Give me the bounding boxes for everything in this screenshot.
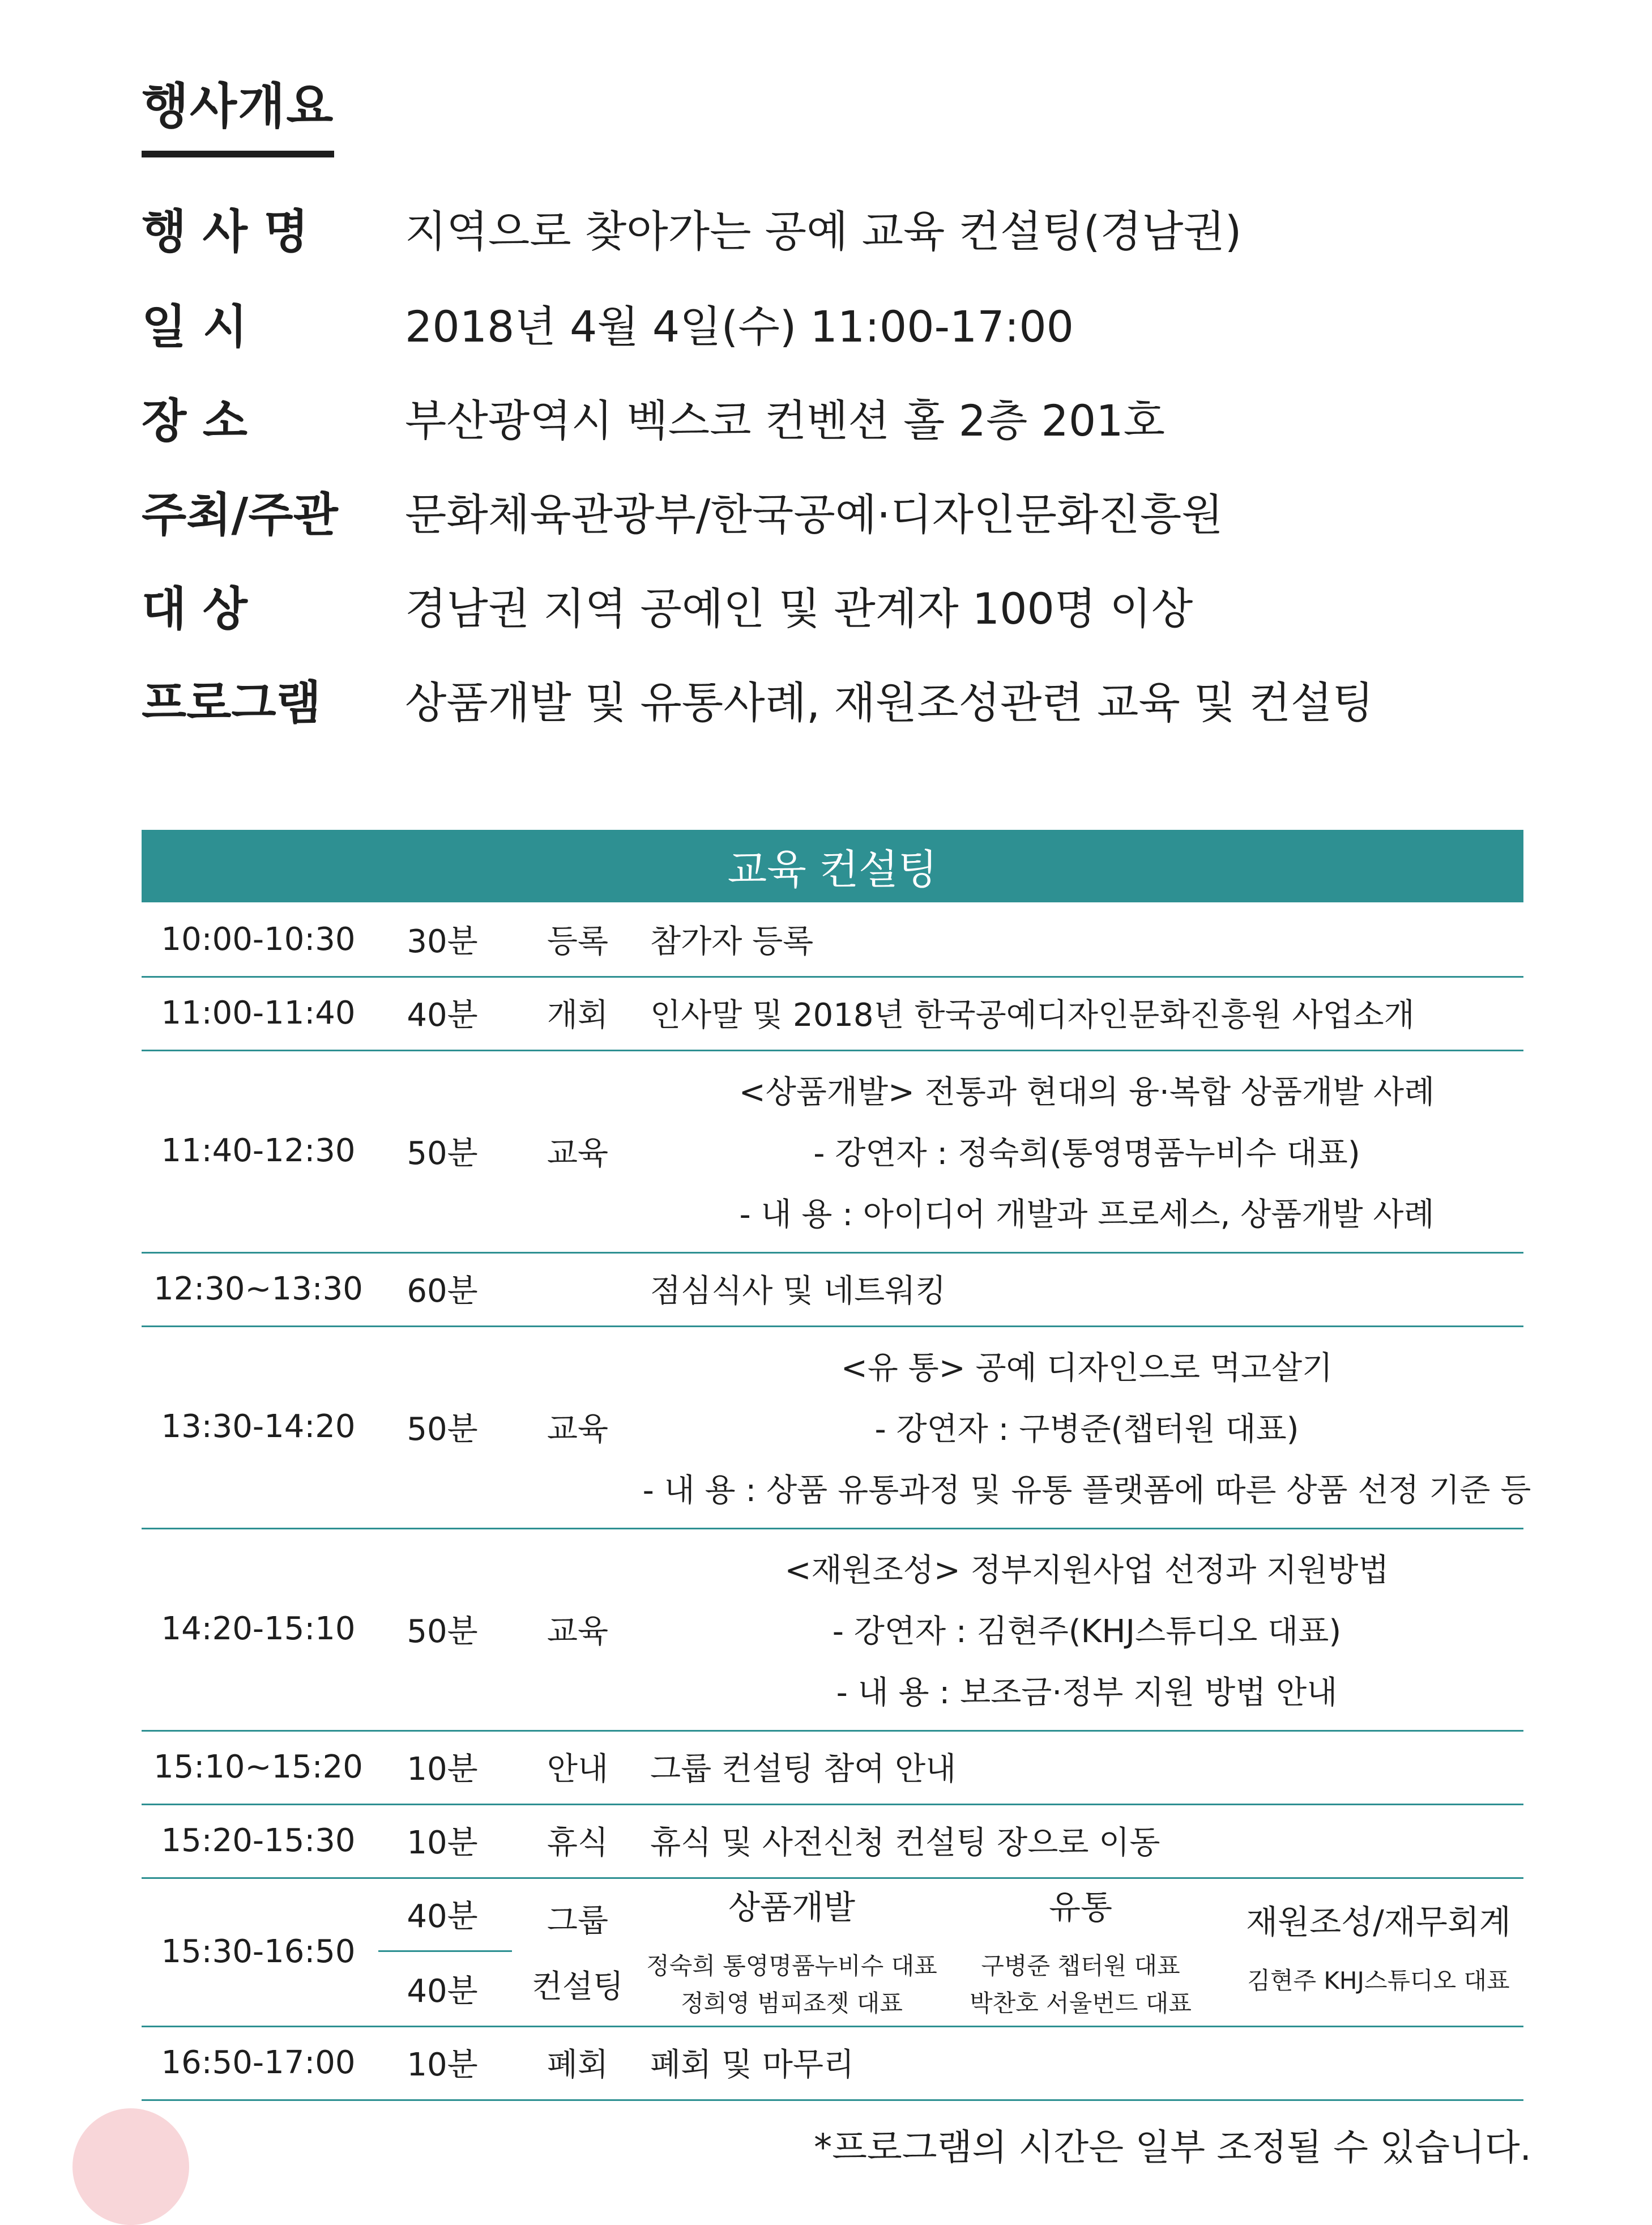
row-type: 안내 (547, 1751, 609, 1788)
consulting-column-product (646, 1877, 937, 2026)
overview-value: 지역으로 찾아가는 공예 교육 컨설팅(경남권) (405, 206, 1242, 257)
row-time: 15:30-16:50 (161, 1933, 356, 1970)
description-line: - 내 용 : 상품 유통과정 및 유통 플랫폼에 따른 상품 선정 기준 등 (642, 1472, 1531, 1509)
row-description (642, 1325, 1531, 1528)
schedule-row (142, 1804, 1523, 1879)
schedule-row (142, 1325, 1531, 1529)
row-time: 15:10~15:20 (153, 1748, 363, 1785)
consulting-column-head: 유통 (1048, 1888, 1113, 1926)
row-duration: 40분 (407, 997, 478, 1034)
row-type: 교육 (547, 1410, 609, 1448)
consultant: 정숙희 통영명품누비수 대표 (646, 1952, 937, 1980)
description-line: - 강연자 : 구병준(챕터원 대표) (874, 1410, 1299, 1448)
schedule-row (142, 1252, 1523, 1327)
schedule-row (142, 902, 1523, 978)
schedule-row (142, 1050, 1523, 1254)
row-time: 14:20-15:10 (161, 1610, 356, 1647)
row-type-line: 컨설팅 (531, 1968, 624, 2005)
row-description: 점심식사 및 네트워킹 (650, 1273, 946, 1310)
consultant: 정희영 범피죠젯 대표 (681, 1989, 903, 2017)
overview-value: 상품개발 및 유통사례, 재원조성관련 교육 및 컨설팅 (405, 677, 1374, 728)
row-description: 그룹 컨설팅 참여 안내 (650, 1751, 957, 1788)
overview-row-date (142, 289, 1074, 357)
overview-value: 2018년 4월 4일(수) 11:00-17:00 (405, 301, 1074, 352)
row-description (650, 1528, 1523, 1730)
description-line: - 내 용 : 아이디어 개발과 프로세스, 상품개발 사례 (739, 1196, 1435, 1233)
row-duration: 50분 (407, 1613, 478, 1650)
schedule-row (142, 1730, 1523, 1805)
consultant: 박찬호 서울번드 대표 (970, 1989, 1192, 2017)
row-time: 15:20-15:30 (161, 1822, 356, 1859)
consulting-column-head: 상품개발 (728, 1888, 856, 1926)
description-line: - 강연자 : 정숙희(통영명품누비수 대표) (813, 1135, 1360, 1172)
overview-label: 행 사 명 (142, 204, 309, 259)
row-type: 등록 (547, 923, 609, 960)
schedule-row (142, 2026, 1523, 2101)
overview-row-place (142, 383, 1165, 451)
row-time: 12:30~13:30 (153, 1270, 363, 1307)
section-title: 행사개요 (142, 67, 334, 157)
overview-label: 장 소 (142, 394, 247, 448)
overview-row-host (142, 477, 1223, 545)
consulting-column-head: 재원조성/재무회계 (1246, 1903, 1511, 1941)
row-type (510, 1877, 646, 2026)
row-time: 16:50-17:00 (161, 2044, 356, 2081)
row-duration: 10분 (407, 2047, 478, 2083)
overview-label: 대 상 (142, 582, 247, 636)
overview-row-program (142, 665, 1374, 733)
consulting-column-distribution (933, 1877, 1228, 2026)
decorative-circle (72, 2108, 189, 2225)
schedule-row (142, 976, 1523, 1051)
description-line: <유 통> 공예 디자인으로 먹고살기 (840, 1349, 1333, 1387)
row-time: 11:00-11:40 (161, 994, 356, 1031)
row-description: 참가자 등록 (650, 923, 814, 960)
row-duration: 60분 (407, 1273, 478, 1310)
group-consulting-row (142, 1877, 1523, 2027)
row-time: 11:40-12:30 (161, 1132, 356, 1169)
row-type: 교육 (547, 1613, 609, 1650)
overview-label: 프로그램 (142, 676, 321, 730)
consultant: 김현주 KHJ스튜디오 대표 (1247, 1967, 1510, 1994)
overview-value: 부산광역시 벡스코 컨벤션 홀 2층 201호 (405, 395, 1166, 446)
row-duration: 10분 (407, 1751, 478, 1788)
row-description: 휴식 및 사전신청 컨설팅 장으로 이동 (650, 1825, 1160, 1861)
row-time: 10:00-10:30 (161, 920, 356, 958)
row-type (510, 1252, 646, 1325)
row-duration: 50분 (407, 1135, 478, 1172)
overview-label: 일 시 (142, 300, 247, 354)
description-line: <재원조성> 정부지원사업 선정과 지원방법 (784, 1551, 1389, 1589)
overview-row-name (142, 194, 1241, 262)
row-duration: 10분 (407, 1825, 478, 1861)
row-duration: 40분 (407, 1973, 478, 2010)
description-line: - 내 용 : 보조금·정부 지원 방법 안내 (836, 1674, 1338, 1711)
description-line: <상품개발> 전통과 현대의 융·복합 상품개발 사례 (739, 1073, 1435, 1111)
row-description: 폐회 및 마무리 (650, 2047, 855, 2083)
row-type: 개회 (547, 997, 609, 1034)
schedule-row (142, 1528, 1523, 1732)
row-duration: 30분 (407, 923, 478, 960)
row-time: 13:30-14:20 (161, 1408, 356, 1445)
overview-label: 주최/주관 (142, 488, 338, 542)
row-duration: 50분 (407, 1410, 478, 1448)
overview-value: 문화체육관광부/한국공예·디자인문화진흥원 (405, 489, 1223, 540)
row-description: 인사말 및 2018년 한국공예디자인문화진흥원 사업소개 (650, 997, 1415, 1034)
schedule-header: 교육 컨설팅 (142, 830, 1523, 902)
consulting-column-funding (1233, 1877, 1523, 2026)
row-description (650, 1050, 1523, 1252)
row-type-line: 그룹 (547, 1903, 609, 1940)
row-type: 교육 (547, 1135, 609, 1172)
footnote: *프로그램의 시간은 일부 조정될 수 있습니다. (814, 2127, 1531, 2169)
row-duration: 40분 (407, 1898, 478, 1935)
consultant: 구병준 챕터원 대표 (981, 1952, 1180, 1980)
description-line: - 강연자 : 김현주(KHJ스튜디오 대표) (832, 1613, 1342, 1650)
overview-row-target (142, 571, 1193, 639)
row-type: 폐회 (547, 2047, 609, 2083)
row-type: 휴식 (547, 1825, 609, 1861)
overview-value: 경남권 지역 공예인 및 관계자 100명 이상 (405, 583, 1193, 634)
